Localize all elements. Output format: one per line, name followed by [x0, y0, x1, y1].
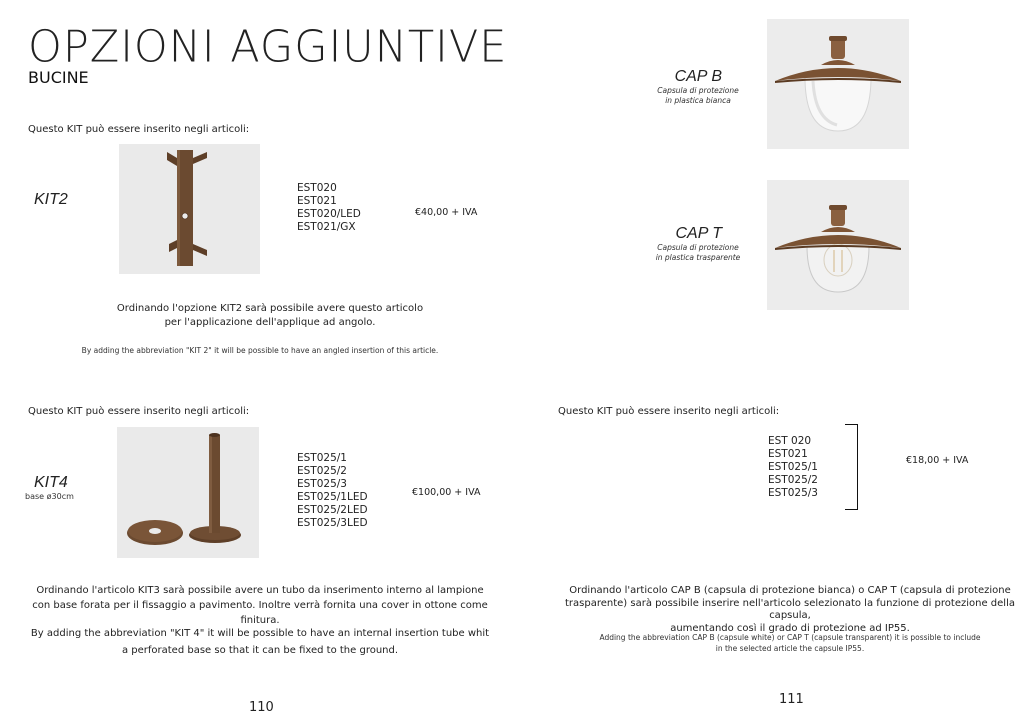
kit2-code-list	[297, 182, 361, 234]
cap-b-desc-line: in plastica bianca	[665, 95, 731, 105]
cap-t-image	[767, 180, 909, 310]
cap-note-en-line: Adding the abbreviation CAP B (capsule white) or CAP T (capsule transparent) it is possible to include	[599, 633, 981, 642]
kit4-sublabel: base ø30cm	[25, 492, 74, 501]
page-title: OPZIONI AGGIUNTIVE	[28, 21, 508, 73]
cap-code: EST021	[768, 448, 808, 460]
cap-code: EST 020	[768, 435, 812, 447]
page-subtitle: BUCINE	[28, 68, 89, 87]
cap-t-label: CAP T	[675, 225, 722, 242]
cap-b-desc-line: Capsula di protezione	[657, 86, 739, 95]
kit4-code-list	[297, 452, 368, 530]
kit2-bracket-image	[119, 144, 260, 274]
kit2-note-it-line: Ordinando l'opzione KIT2 sarà possibile avere questo articolo	[116, 303, 424, 314]
cap-b-desc	[645, 86, 751, 105]
kit4-note-it-line: con base forata per il fissaggio a pavimento. Inoltre verrà fornita una cover in ottone come finitura.	[32, 600, 488, 626]
kit4-code: EST025/3	[297, 478, 347, 490]
cap-price: €18,00 + IVA	[906, 455, 969, 466]
kit4-code: EST025/3LED	[297, 517, 368, 529]
cap-note-en-line: in the selected article the capsule IP55.	[715, 644, 865, 653]
kit4-code: EST025/2	[297, 465, 347, 477]
cap-note-en	[560, 632, 1020, 654]
cap-t-desc-line: Capsula di protezione	[657, 243, 739, 252]
cap-code-list	[768, 435, 818, 500]
cap-code: EST025/3	[768, 487, 818, 499]
cap-intro: Questo KIT può essere inserito negli articoli:	[558, 406, 780, 417]
kit4-note-en-line: By adding the abbreviation "KIT 4" it will be possible to have an internal insertion tube whit	[30, 628, 490, 639]
kit4-intro: Questo KIT può essere inserito negli articoli:	[28, 406, 250, 417]
cap-b-image	[767, 19, 909, 149]
kit2-price: €40,00 + IVA	[415, 207, 478, 218]
cap-b-label: CAP B	[674, 68, 722, 85]
kit4-note-it-line: Ordinando l'articolo KIT3 sarà possibile avere un tubo da inserimento interno al lampione	[36, 585, 484, 596]
page-number-left: 110	[249, 700, 274, 715]
kit4-code: EST025/1	[297, 452, 347, 464]
cap-note-it-line: aumentando così il grado di protezione ad IP55.	[670, 622, 910, 634]
kit4-code: EST025/2LED	[297, 504, 368, 516]
code-group-bracket	[845, 424, 858, 510]
kit2-label: KIT2	[34, 191, 68, 208]
kit4-tube-image	[117, 427, 259, 558]
cap-code: EST025/1	[768, 461, 818, 473]
cap-note-it-line: trasparente) sarà possibile inserire nell'articolo selezionato la funzione di protezione della capsula,	[564, 597, 1015, 621]
kit4-code: EST025/1LED	[297, 491, 368, 503]
kit4-label: KIT4	[34, 474, 68, 491]
cap-code: EST025/2	[768, 474, 818, 486]
kit2-code: EST021/GX	[297, 221, 356, 233]
kit4-price: €100,00 + IVA	[412, 487, 481, 498]
cap-note-it	[560, 585, 1020, 635]
cap-t-desc	[645, 243, 751, 262]
cap-t-desc-line: in plastica trasparente	[655, 252, 741, 262]
kit4-note-it	[20, 583, 500, 628]
kit4-note-en-line: a perforated base so that it can be fixed to the ground.	[121, 645, 399, 656]
page-number-right: 111	[779, 692, 804, 707]
kit2-code: EST021	[297, 195, 337, 207]
kit2-note-en: By adding the abbreviation "KIT 2" it will be possible to have an angled insertion of this article.	[81, 346, 439, 355]
kit2-code: EST020	[297, 182, 337, 194]
kit4-note-en	[20, 625, 500, 659]
kit2-intro: Questo KIT può essere inserito negli articoli:	[28, 124, 250, 135]
kit2-code: EST020/LED	[297, 208, 361, 220]
cap-note-it-line: Ordinando l'articolo CAP B (capsula di protezione bianca) o CAP T (capsula di protezione	[569, 585, 1011, 596]
kit2-note-it-line: per l'applicazione dell'applique ad angolo.	[164, 317, 376, 328]
kit2-note-it	[60, 302, 480, 330]
